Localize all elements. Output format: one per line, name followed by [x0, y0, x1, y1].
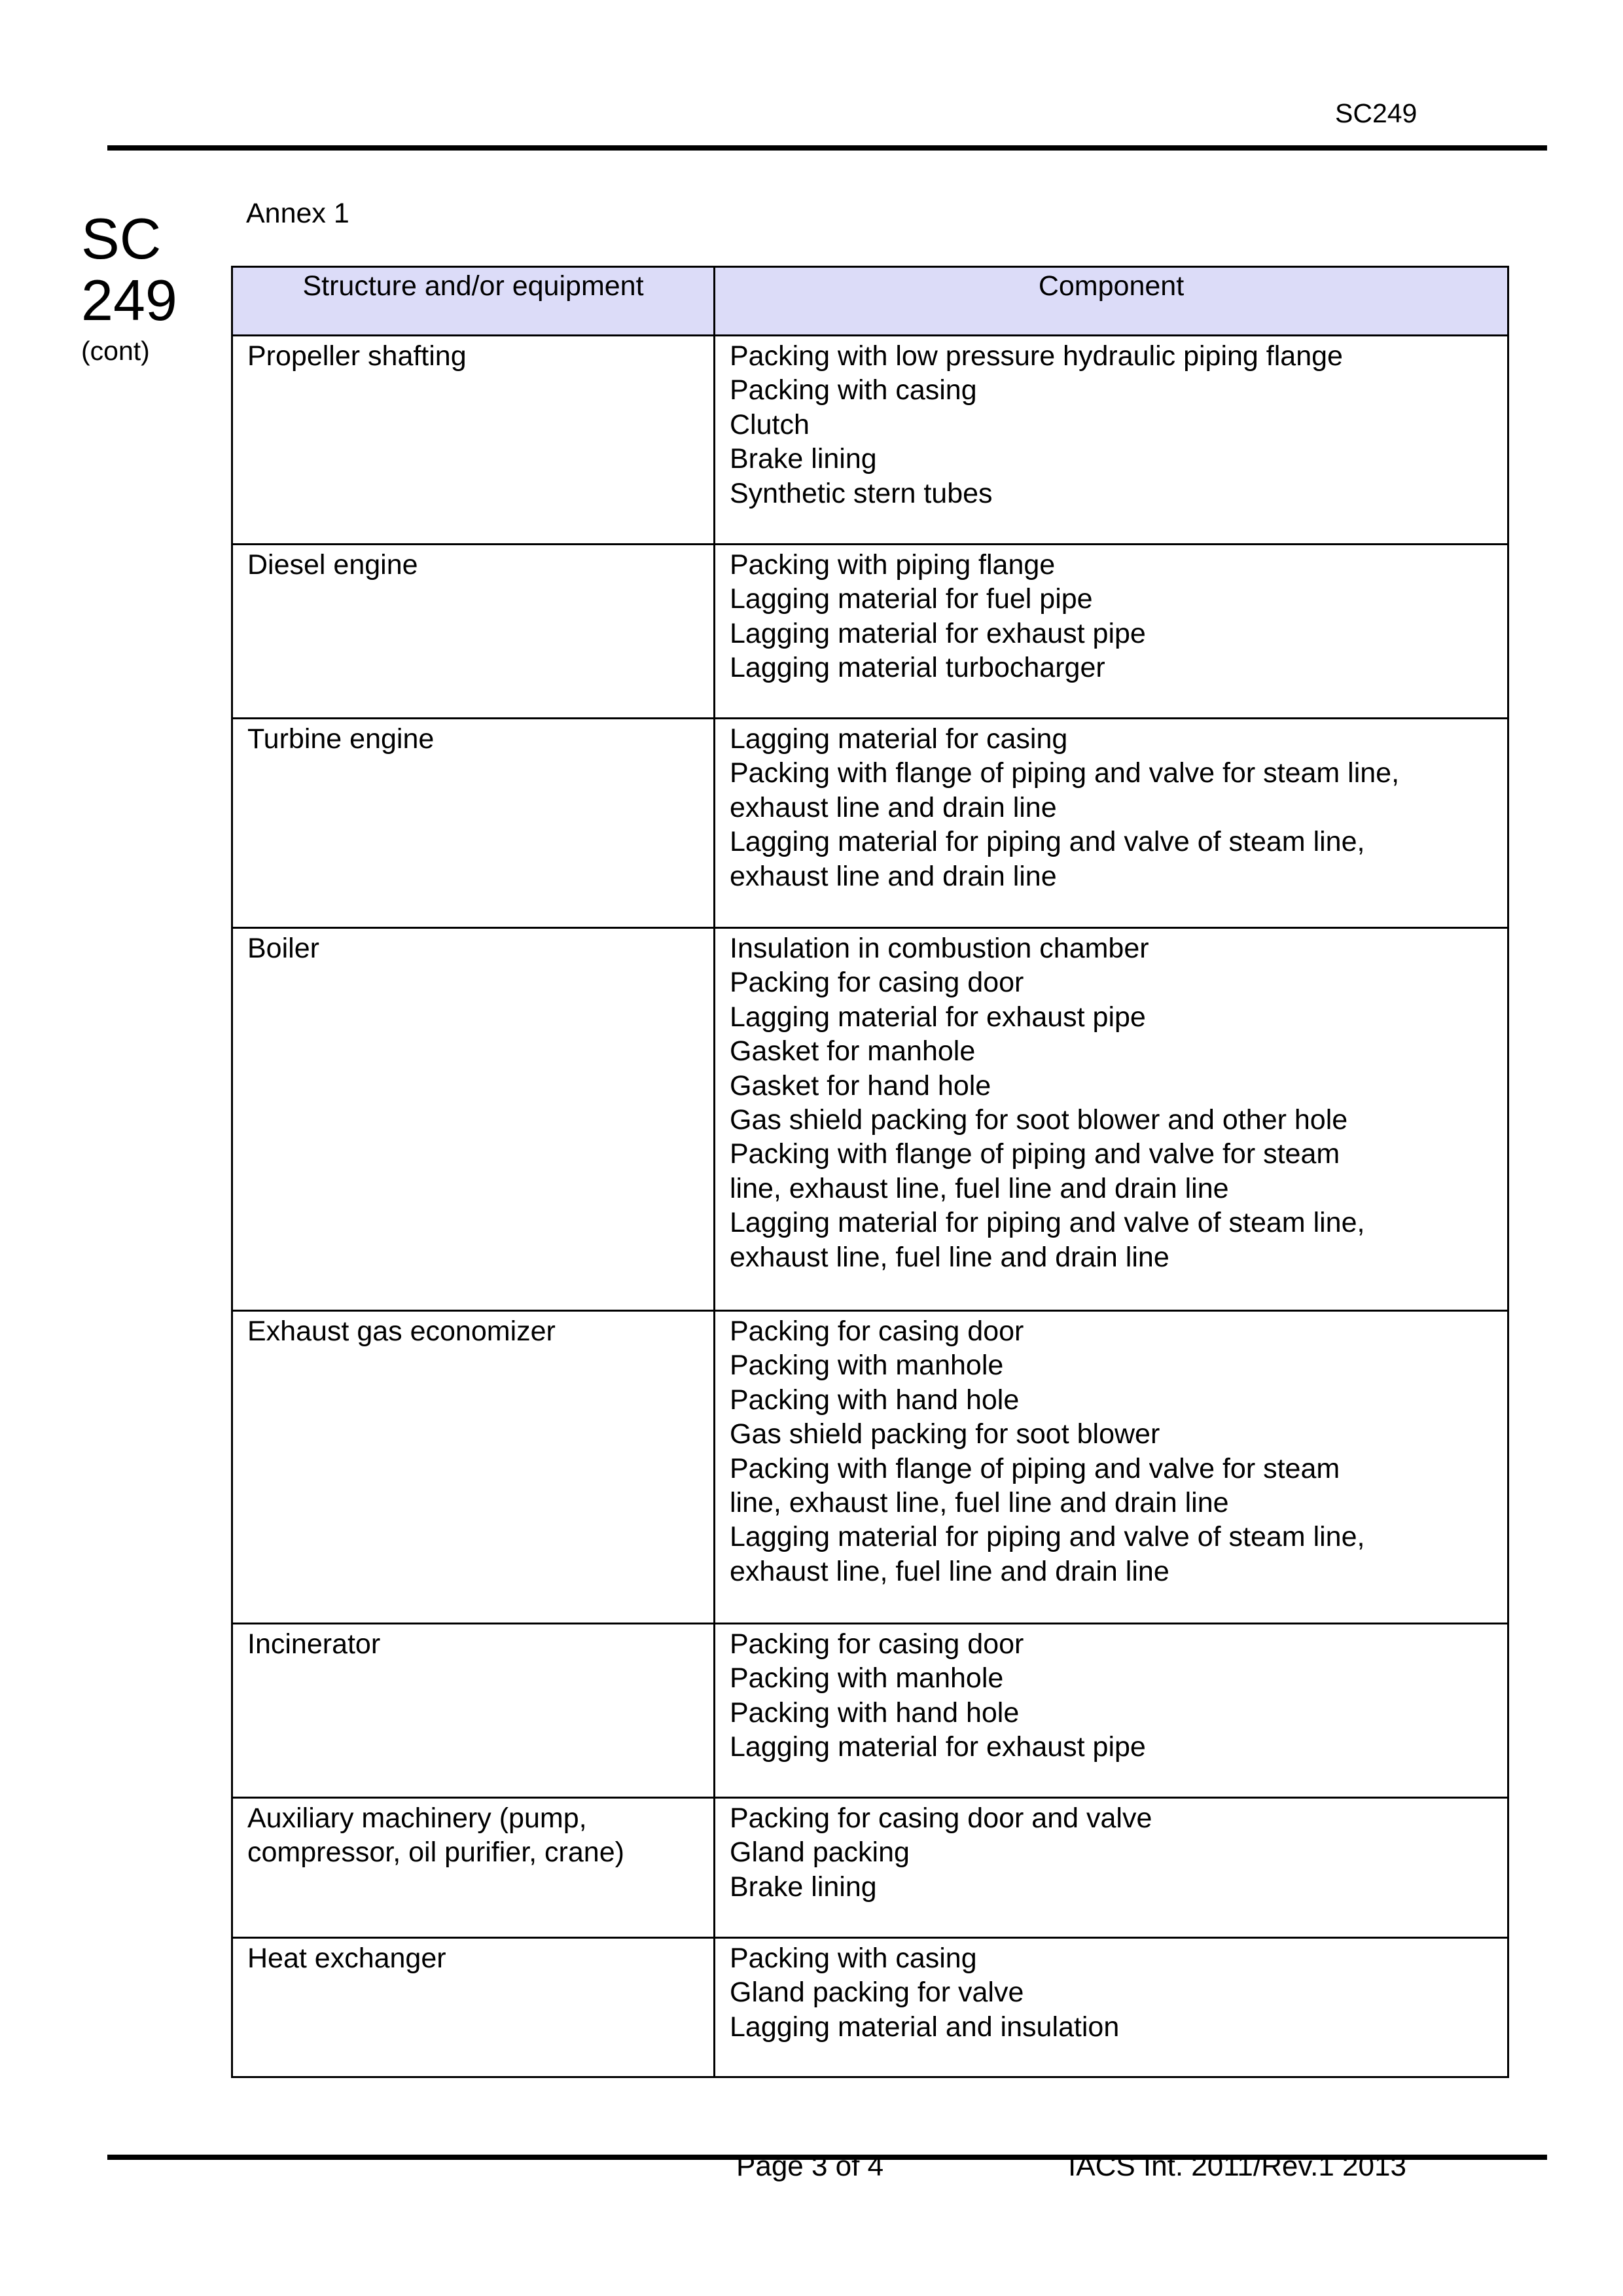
table-row — [232, 719, 1508, 928]
component-item: Gasket for hand hole — [730, 1069, 991, 1102]
component-item: Packing with flange of piping and valve for steam line, — [730, 757, 1400, 789]
component-item: exhaust line and drain line — [730, 860, 1057, 892]
component-item: Lagging material for casing — [730, 723, 1068, 755]
component-item: Packing with flange of piping and valve for steam — [730, 1138, 1340, 1170]
component-item: Gasket for manhole — [730, 1035, 976, 1067]
equipment-cell: Exhaust gas economizer — [232, 1311, 715, 1624]
side-label-sc: SC — [81, 206, 162, 271]
component-cell — [715, 1938, 1508, 2077]
component-item: Lagging material for piping and valve of steam line, — [730, 1521, 1365, 1553]
component-item: Packing with flange of piping and valve for steam — [730, 1452, 1340, 1484]
equipment-cell: Diesel engine — [232, 545, 715, 719]
component-item: Lagging material for exhaust pipe — [730, 617, 1146, 649]
component-item: Packing for casing door — [730, 1628, 1024, 1660]
component-item: Packing with hand hole — [730, 1696, 1020, 1729]
table-row — [232, 1938, 1508, 2077]
component-item: Lagging material for piping and valve of steam line, — [730, 1207, 1365, 1239]
component-item: Gas shield packing for soot blower and other hole — [730, 1104, 1348, 1136]
component-cell — [715, 928, 1508, 1311]
equipment-cell: Incinerator — [232, 1624, 715, 1798]
component-item: Packing for casing door — [730, 967, 1024, 999]
component-cell — [715, 1798, 1508, 1938]
table-header-row — [232, 267, 1508, 336]
equipment-cell: Propeller shafting — [232, 336, 715, 545]
table-body — [232, 336, 1508, 2077]
component-item: line, exhaust line, fuel line and drain line — [730, 1172, 1229, 1204]
component-item: Lagging material for exhaust pipe — [730, 1001, 1146, 1033]
table-row — [232, 336, 1508, 545]
equipment-cell: Heat exchanger — [232, 1938, 715, 2077]
table-row — [232, 545, 1508, 719]
component-item: Packing for casing door and valve — [730, 1803, 1152, 1834]
column-header-component: Component — [715, 267, 1508, 336]
table-row — [232, 1311, 1508, 1624]
component-item: Packing with manhole — [730, 1350, 1004, 1382]
component-item: Packing with low pressure hydraulic piping flange — [730, 340, 1343, 372]
header-rule — [107, 145, 1547, 151]
side-label-cont: (cont) — [81, 336, 150, 366]
side-label — [81, 208, 177, 367]
component-item: Gland packing for valve — [730, 1977, 1024, 2009]
component-item: Packing for casing door — [730, 1316, 1024, 1347]
equipment-cell: Turbine engine — [232, 719, 715, 928]
component-item: Lagging material and insulation — [730, 2011, 1120, 2043]
component-item: Lagging material for piping and valve of steam line, — [730, 826, 1365, 858]
column-header-equipment: Structure and/or equipment — [232, 267, 715, 336]
page-number: Page 3 of 4 — [736, 2150, 884, 2182]
equipment-cell: Auxiliary machinery (pump, compressor, oil purifier, crane) — [232, 1798, 715, 1938]
table-row — [232, 928, 1508, 1311]
component-item: exhaust line and drain line — [730, 791, 1057, 823]
component-item: Gland packing — [730, 1837, 910, 1869]
component-cell — [715, 719, 1508, 928]
component-item: Packing with manhole — [730, 1662, 1004, 1695]
component-item: Clutch — [730, 408, 810, 440]
component-item: Packing with piping flange — [730, 549, 1056, 581]
annex-title: Annex 1 — [246, 198, 349, 229]
component-cell — [715, 336, 1508, 545]
document-reference: IACS Int. 2011/Rev.1 2013 — [1068, 2150, 1406, 2182]
component-item: Gas shield packing for soot blower — [730, 1418, 1160, 1450]
component-cell — [715, 545, 1508, 719]
component-cell — [715, 1624, 1508, 1798]
component-item: Packing with casing — [730, 1943, 977, 1974]
component-item: Packing with casing — [730, 374, 977, 406]
component-item: Lagging material turbocharger — [730, 652, 1105, 684]
document-code: SC249 — [1335, 98, 1418, 128]
component-item: Brake lining — [730, 1871, 877, 1903]
component-item: exhaust line, fuel line and drain line — [730, 1555, 1169, 1587]
component-item: exhaust line, fuel line and drain line — [730, 1241, 1169, 1273]
component-item: Lagging material for fuel pipe — [730, 583, 1093, 615]
side-label-number: 249 — [81, 268, 177, 332]
equipment-cell: Boiler — [232, 928, 715, 1311]
component-item: Brake lining — [730, 443, 877, 475]
component-item: line, exhaust line, fuel line and drain line — [730, 1487, 1229, 1519]
table-row — [232, 1798, 1508, 1938]
component-item: Lagging material for exhaust pipe — [730, 1731, 1146, 1763]
table-row — [232, 1624, 1508, 1798]
component-cell — [715, 1311, 1508, 1624]
component-item: Packing with hand hole — [730, 1384, 1020, 1416]
component-item: Insulation in combustion chamber — [730, 933, 1149, 964]
component-item: Synthetic stern tubes — [730, 477, 993, 509]
annex-table — [231, 266, 1509, 2078]
